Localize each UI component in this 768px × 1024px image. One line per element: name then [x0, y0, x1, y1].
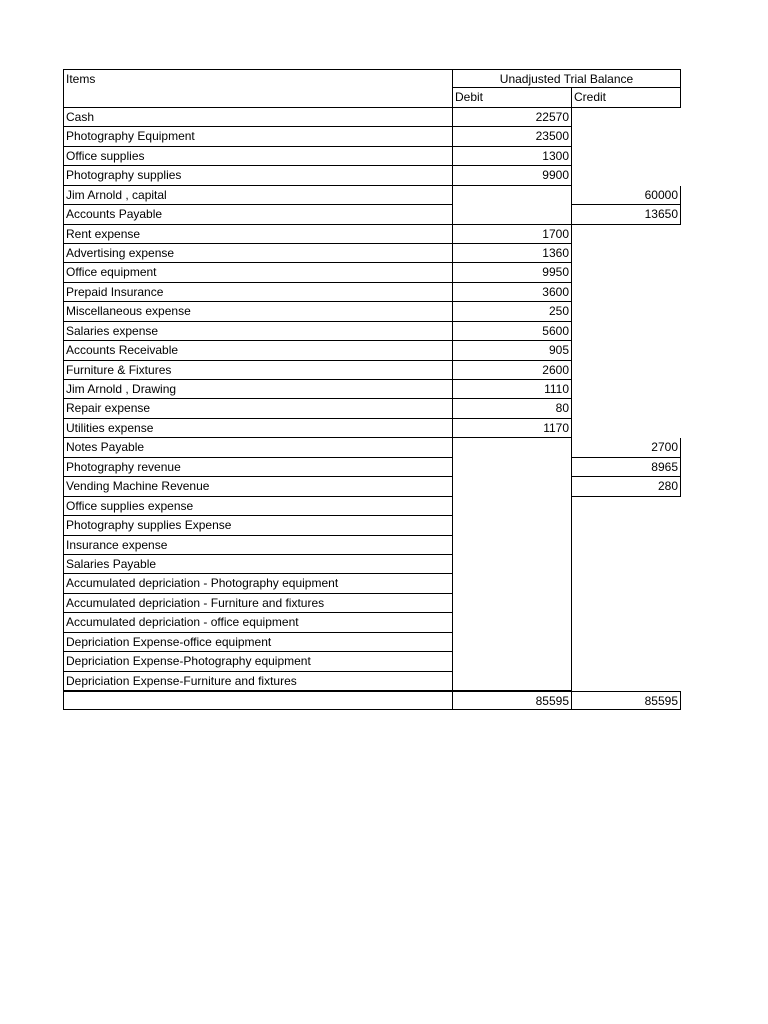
total-credit: 85595: [572, 691, 681, 710]
table-row: [63, 633, 681, 652]
debit-header: Debit: [453, 88, 572, 107]
credit-cell: 13650: [572, 205, 681, 224]
item-cell: Photography supplies: [63, 166, 453, 185]
item-cell: Accumulated depriciation - Furniture and fixtures: [63, 594, 453, 613]
credit-cell: [572, 399, 681, 418]
credit-cell: [572, 380, 681, 399]
debit-cell: [453, 652, 572, 671]
table-row: [63, 497, 681, 516]
table-row: [63, 516, 681, 535]
debit-cell: 80: [453, 399, 572, 418]
table-row: [63, 361, 681, 380]
credit-cell: [572, 341, 681, 360]
table-row: [63, 302, 681, 321]
credit-cell: [572, 361, 681, 380]
credit-cell: 8965: [572, 458, 681, 477]
credit-cell: [572, 127, 681, 146]
item-cell: Jim Arnold , capital: [63, 186, 453, 205]
credit-cell: [572, 263, 681, 282]
item-cell: Furniture & Fixtures: [63, 361, 453, 380]
header-row-group: [63, 69, 681, 88]
debit-cell: [453, 555, 572, 574]
item-cell: Notes Payable: [63, 438, 453, 457]
header-row-columns: [63, 88, 681, 107]
table-row: [63, 127, 681, 146]
table-row: [63, 536, 681, 555]
item-cell: Depriciation Expense-Furniture and fixtures: [63, 672, 453, 691]
table-row: [63, 283, 681, 302]
table-row: [63, 477, 681, 496]
table-row: [63, 225, 681, 244]
credit-cell: [572, 244, 681, 263]
item-cell: Photography supplies Expense: [63, 516, 453, 535]
debit-cell: [453, 594, 572, 613]
totals-row: [63, 691, 681, 710]
item-cell: Photography revenue: [63, 458, 453, 477]
credit-cell: [572, 147, 681, 166]
credit-cell: [572, 322, 681, 341]
debit-cell: 1110: [453, 380, 572, 399]
table-row: [63, 380, 681, 399]
item-cell: Repair expense: [63, 399, 453, 418]
credit-cell: [572, 652, 681, 671]
table-row: [63, 166, 681, 185]
item-cell: Miscellaneous expense: [63, 302, 453, 321]
item-cell: Office supplies: [63, 147, 453, 166]
table-row: [63, 108, 681, 127]
table-row: [63, 613, 681, 632]
total-debit: 85595: [453, 691, 572, 710]
table-row: [63, 322, 681, 341]
credit-cell: [572, 594, 681, 613]
unadjusted-trial-balance-header: Unadjusted Trial Balance: [453, 69, 681, 88]
credit-cell: [572, 419, 681, 438]
item-cell: Insurance expense: [63, 536, 453, 555]
item-cell: Rent expense: [63, 225, 453, 244]
debit-cell: [453, 205, 572, 224]
credit-cell: [572, 613, 681, 632]
credit-cell: [572, 574, 681, 593]
item-cell: Accumulated depriciation - office equipment: [63, 613, 453, 632]
item-cell: Salaries Payable: [63, 555, 453, 574]
table-row: [63, 555, 681, 574]
debit-cell: [453, 458, 572, 477]
debit-cell: 1300: [453, 147, 572, 166]
table-row: [63, 205, 681, 224]
debit-cell: 1700: [453, 225, 572, 244]
item-cell: Accounts Receivable: [63, 341, 453, 360]
debit-cell: [453, 536, 572, 555]
debit-cell: 9950: [453, 263, 572, 282]
debit-cell: [453, 186, 572, 205]
table-row: [63, 438, 681, 457]
credit-header: Credit: [572, 88, 681, 107]
table-row: [63, 399, 681, 418]
credit-cell: [572, 555, 681, 574]
item-cell: Vending Machine Revenue: [63, 477, 453, 496]
items-header-spacer: [63, 88, 453, 107]
debit-cell: 22570: [453, 108, 572, 127]
table-row: [63, 186, 681, 205]
table-row: [63, 147, 681, 166]
credit-cell: [572, 302, 681, 321]
item-cell: Accounts Payable: [63, 205, 453, 224]
credit-cell: [572, 516, 681, 535]
item-cell: Salaries expense: [63, 322, 453, 341]
item-cell: Depriciation Expense-office equipment: [63, 633, 453, 652]
debit-cell: 3600: [453, 283, 572, 302]
table-row: [63, 458, 681, 477]
debit-cell: 23500: [453, 127, 572, 146]
item-cell: Office supplies expense: [63, 497, 453, 516]
debit-cell: [453, 497, 572, 516]
credit-cell: [572, 536, 681, 555]
item-cell: Depriciation Expense-Photography equipment: [63, 652, 453, 671]
table-body: [63, 108, 681, 691]
item-cell: Jim Arnold , Drawing: [63, 380, 453, 399]
credit-cell: 2700: [572, 438, 681, 457]
item-cell: Advertising expense: [63, 244, 453, 263]
table-row: [63, 652, 681, 671]
table-row: [63, 594, 681, 613]
credit-cell: [572, 108, 681, 127]
credit-cell: [572, 166, 681, 185]
item-cell: Prepaid Insurance: [63, 283, 453, 302]
item-cell: Cash: [63, 108, 453, 127]
debit-cell: 905: [453, 341, 572, 360]
debit-cell: 2600: [453, 361, 572, 380]
debit-cell: [453, 672, 572, 691]
table-row: [63, 263, 681, 282]
debit-cell: [453, 613, 572, 632]
item-cell: Utilities expense: [63, 419, 453, 438]
credit-cell: [572, 497, 681, 516]
debit-cell: 250: [453, 302, 572, 321]
credit-cell: 280: [572, 477, 681, 496]
item-cell: Photography Equipment: [63, 127, 453, 146]
table-row: [63, 341, 681, 360]
debit-cell: [453, 477, 572, 496]
credit-cell: [572, 633, 681, 652]
credit-cell: [572, 283, 681, 302]
item-cell: Office equipment: [63, 263, 453, 282]
credit-cell: 60000: [572, 186, 681, 205]
debit-cell: [453, 633, 572, 652]
debit-cell: 9900: [453, 166, 572, 185]
table-row: [63, 244, 681, 263]
table-row: [63, 672, 681, 691]
table-row: [63, 574, 681, 593]
item-cell: Accumulated depriciation - Photography equipment: [63, 574, 453, 593]
table-row: [63, 419, 681, 438]
debit-cell: [453, 574, 572, 593]
debit-cell: 1360: [453, 244, 572, 263]
debit-cell: [453, 438, 572, 457]
totals-label: [63, 691, 453, 710]
credit-cell: [572, 225, 681, 244]
debit-cell: 5600: [453, 322, 572, 341]
trial-balance-table: [63, 69, 681, 710]
debit-cell: 1170: [453, 419, 572, 438]
debit-cell: [453, 516, 572, 535]
items-header: Items: [63, 69, 453, 88]
credit-cell: [572, 672, 681, 691]
